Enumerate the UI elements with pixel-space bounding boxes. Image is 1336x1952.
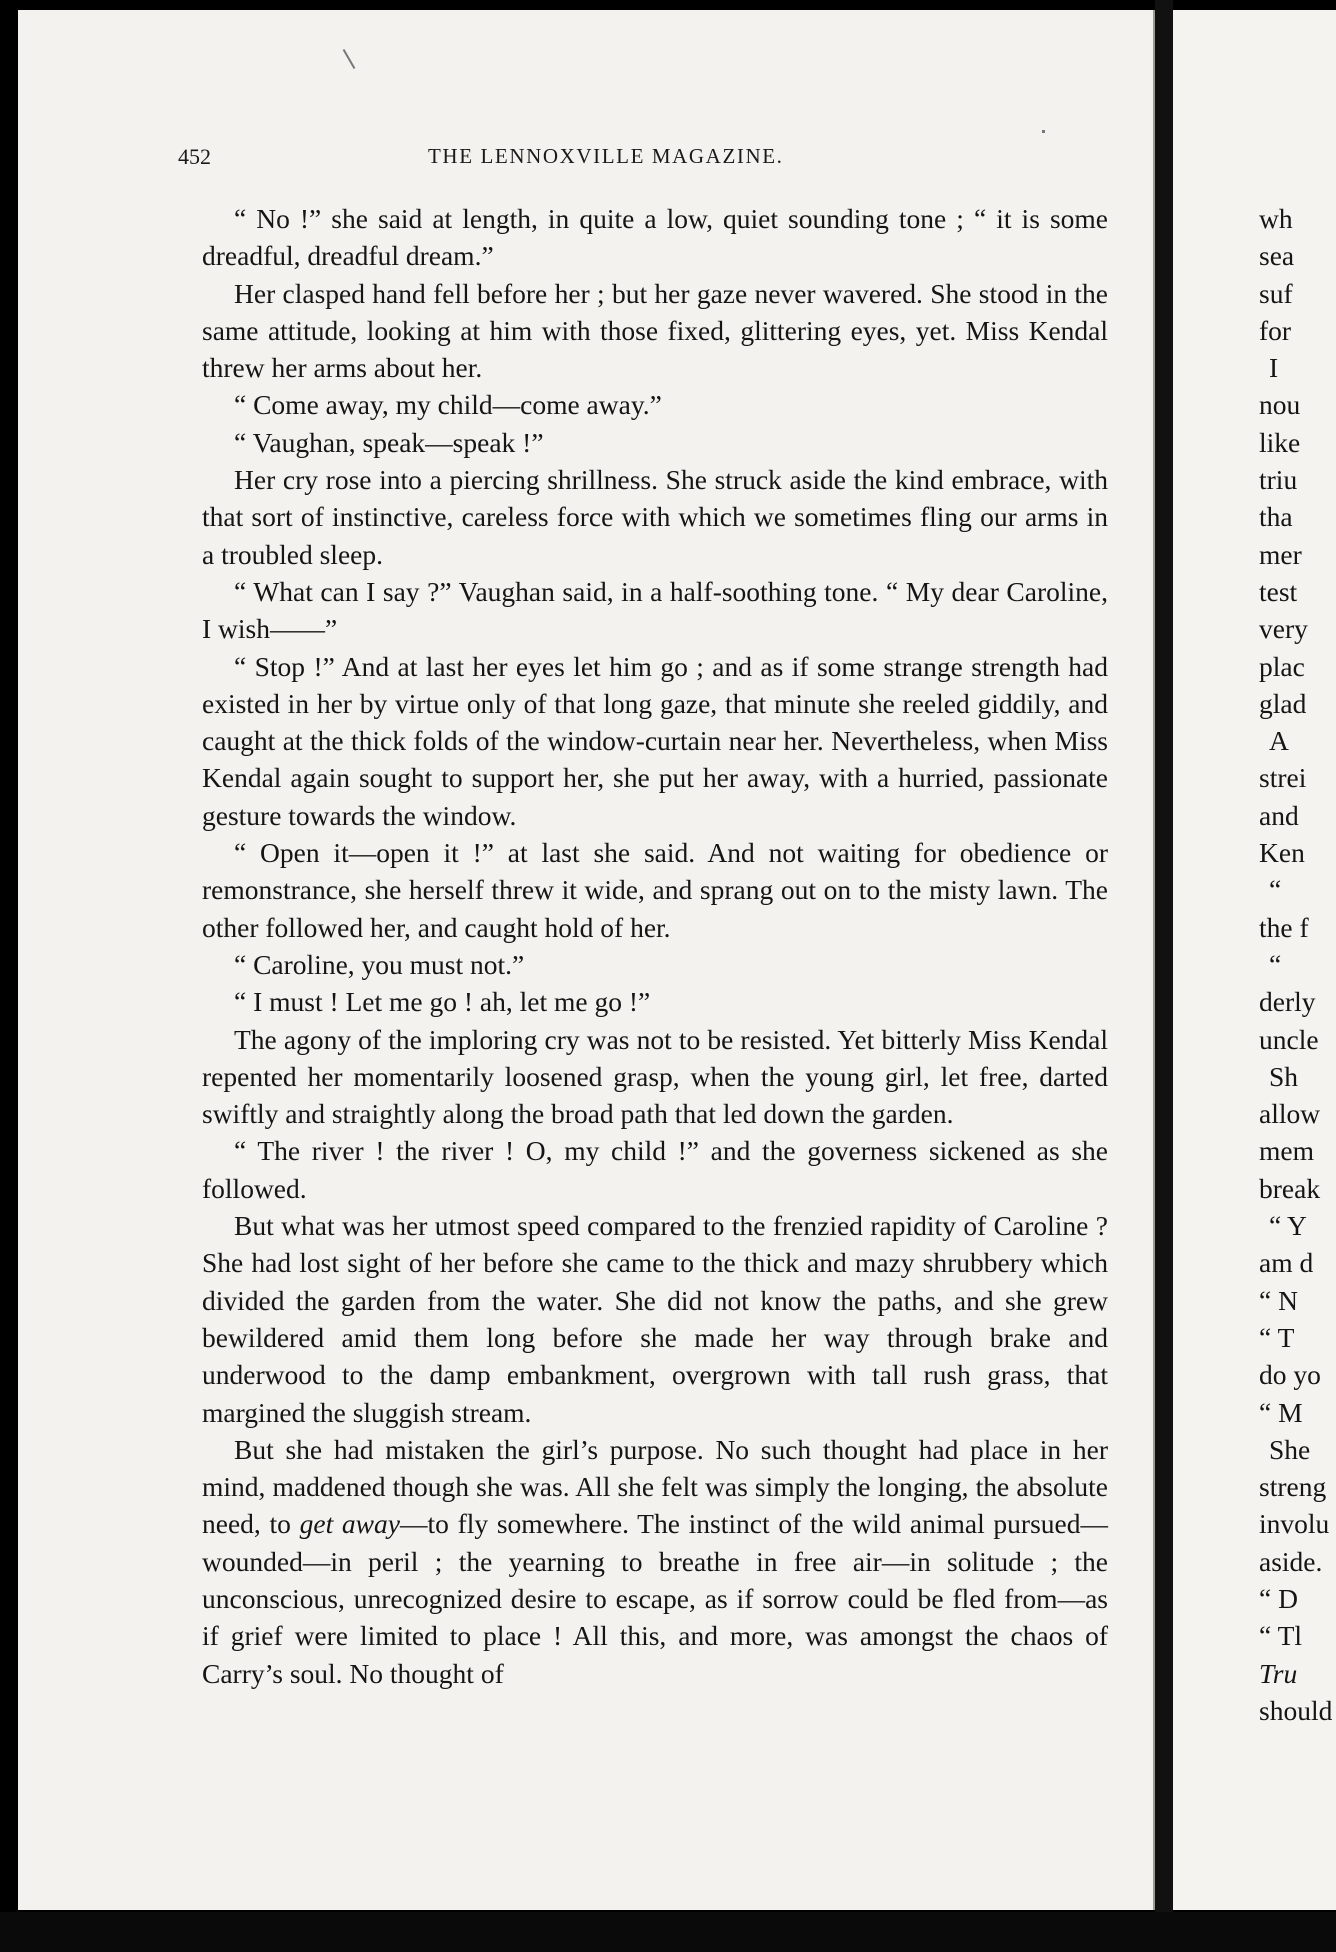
- right-page-line: “: [1269, 948, 1282, 980]
- book-gutter: [1155, 0, 1173, 1952]
- right-page-line: “ D: [1259, 1582, 1298, 1614]
- paragraph: Her cry rose into a piercing shrillness. She struck aside the kind embrace, with that sort of instinctive, careless force with which we sometimes fling our arms in a troubled sleep.: [202, 464, 1108, 570]
- paragraph: “ Stop !” And at last her eyes let him go ; and as if some strange strength had existed in her by virtue only of that long gaze, that minute she reeled giddily, and caught at the thick folds of the window-curtain near her. Nevertheless, when Miss Kendal again sought to support her, she put her away, with a hurried, passionate gesture towards the window.: [202, 650, 1108, 831]
- paragraph-final: [202, 1431, 1108, 1692]
- right-page-line: and: [1259, 799, 1299, 831]
- right-page-line: am d: [1259, 1247, 1314, 1279]
- right-page-line: derly: [1259, 986, 1316, 1018]
- right-page-line: Ken: [1259, 837, 1305, 869]
- body-text: [202, 200, 1108, 1692]
- right-page-line: Tru: [1259, 1657, 1298, 1689]
- right-page-line: for: [1259, 314, 1292, 346]
- left-page: [18, 10, 1156, 1910]
- right-page-line: plac: [1259, 650, 1305, 682]
- right-page-line: glad: [1259, 687, 1307, 719]
- paragraph: “ I must ! Let me go ! ah, let me go !”: [234, 986, 651, 1018]
- right-page-line: aside.: [1259, 1545, 1323, 1577]
- right-page-line: suf: [1259, 277, 1293, 309]
- right-page-line: the f: [1259, 911, 1309, 943]
- paragraph: But what was her utmost speed compared to the frenzied rapidity of Caroline ? She had lost sight of her before she came to the thick and mazy shrubbery which divided the garden from the water. She did not know the paths, and she grew bewildered amid them long before she made her way through brake and underwood to the damp embankment, overgrown with tall rush grass, that margined the sluggish stream.: [202, 1210, 1108, 1428]
- right-page-line: A: [1269, 725, 1289, 757]
- right-page-line: do yo: [1259, 1359, 1321, 1391]
- paragraph: The agony of the imploring cry was not to be resisted. Yet bitterly Miss Kendal repented her momentarily loosened grasp, when the young girl, let free, darted swiftly and straightly along the broad path that led down the garden.: [202, 1023, 1108, 1130]
- right-page-line: “ Tl: [1259, 1620, 1303, 1652]
- right-page-line: streng: [1259, 1471, 1327, 1503]
- right-page-line: “ N: [1259, 1284, 1298, 1316]
- paragraph: Her clasped hand fell before her ; but her gaze never wavered. She stood in the same attitude, looking at him with those fixed, glittering eyes, yet. Miss Kendal threw her arms about her.: [202, 277, 1108, 384]
- right-page-line: mer: [1259, 538, 1302, 570]
- paragraph: “ Caroline, you must not.”: [234, 948, 525, 980]
- right-page-line: nou: [1259, 389, 1301, 421]
- right-page-line: allow: [1259, 1098, 1321, 1130]
- italic-phrase: get away: [299, 1508, 400, 1540]
- right-page-line: “ T: [1259, 1321, 1295, 1353]
- right-page-line: “ Y: [1269, 1210, 1307, 1242]
- right-page-line: tha: [1259, 501, 1293, 533]
- right-page-line: test: [1259, 575, 1298, 607]
- right-page-line: strei: [1259, 762, 1307, 794]
- right-page-line: sea: [1259, 240, 1295, 272]
- right-page-line: involu: [1259, 1508, 1330, 1540]
- paragraph: “ The river ! the river ! O, my child !” and the governess sickened as she followed.: [202, 1135, 1108, 1204]
- right-page-line: should: [1259, 1694, 1333, 1726]
- page-number: 452: [178, 144, 211, 169]
- right-page-line: break: [1259, 1172, 1321, 1204]
- scan-speck: [1042, 130, 1045, 133]
- paragraph: “ What can I say ?” Vaughan said, in a half-soothing tone. “ My dear Caroline, I wish——”: [202, 575, 1108, 645]
- running-head: [178, 140, 1108, 180]
- right-page: [1173, 10, 1336, 1910]
- paragraph: “ No !” she said at length, in quite a low, quiet sounding tone ; “ it is some dreadful, dreadful dream.”: [202, 203, 1108, 272]
- scan-bottom-edge: [0, 1912, 1336, 1952]
- right-page-text: [1259, 200, 1336, 1729]
- scan-speck: [343, 49, 356, 69]
- paragraph: “ Vaughan, speak—speak !”: [234, 426, 544, 458]
- paragraph: “ Open it—open it !” at last she said. And not waiting for obedience or remonstrance, she herself threw it wide, and sprang out on to the misty lawn. The other followed her, and caught hold of her.: [202, 837, 1108, 943]
- right-page-line: very: [1259, 613, 1308, 645]
- running-title: THE LENNOXVILLE MAGAZINE.: [428, 144, 784, 168]
- right-page-line: triu: [1259, 464, 1298, 496]
- right-page-line: wh: [1259, 203, 1293, 234]
- right-page-line: uncle: [1259, 1023, 1319, 1055]
- right-page-line: mem: [1259, 1135, 1314, 1167]
- right-page-line: I: [1269, 352, 1279, 384]
- right-page-line: She: [1269, 1433, 1311, 1465]
- paragraph: “ Come away, my child—come away.”: [234, 389, 662, 421]
- right-page-line: “: [1269, 874, 1282, 906]
- right-page-line: like: [1259, 426, 1301, 458]
- paragraph-text: —to fly somewhere. The instinct of the wild animal pursued—wounded—in peril ; the yearning to breathe in free air—in solitude ; the unconscious, unrecognized desire to escape, as if sorrow could be fled from—as if grief were limited to place ! All this, and more, was amongst the chaos of Carry’s soul. No thought of: [202, 1508, 1108, 1689]
- paragraph-text: But she had mistaken the girl’s purpose. No such thought had place in her mind, maddened though she was. All she felt was simply the longing, the absolute need, to: [202, 1433, 1108, 1540]
- right-page-line: Sh: [1269, 1060, 1299, 1092]
- right-page-line: “ M: [1259, 1396, 1303, 1428]
